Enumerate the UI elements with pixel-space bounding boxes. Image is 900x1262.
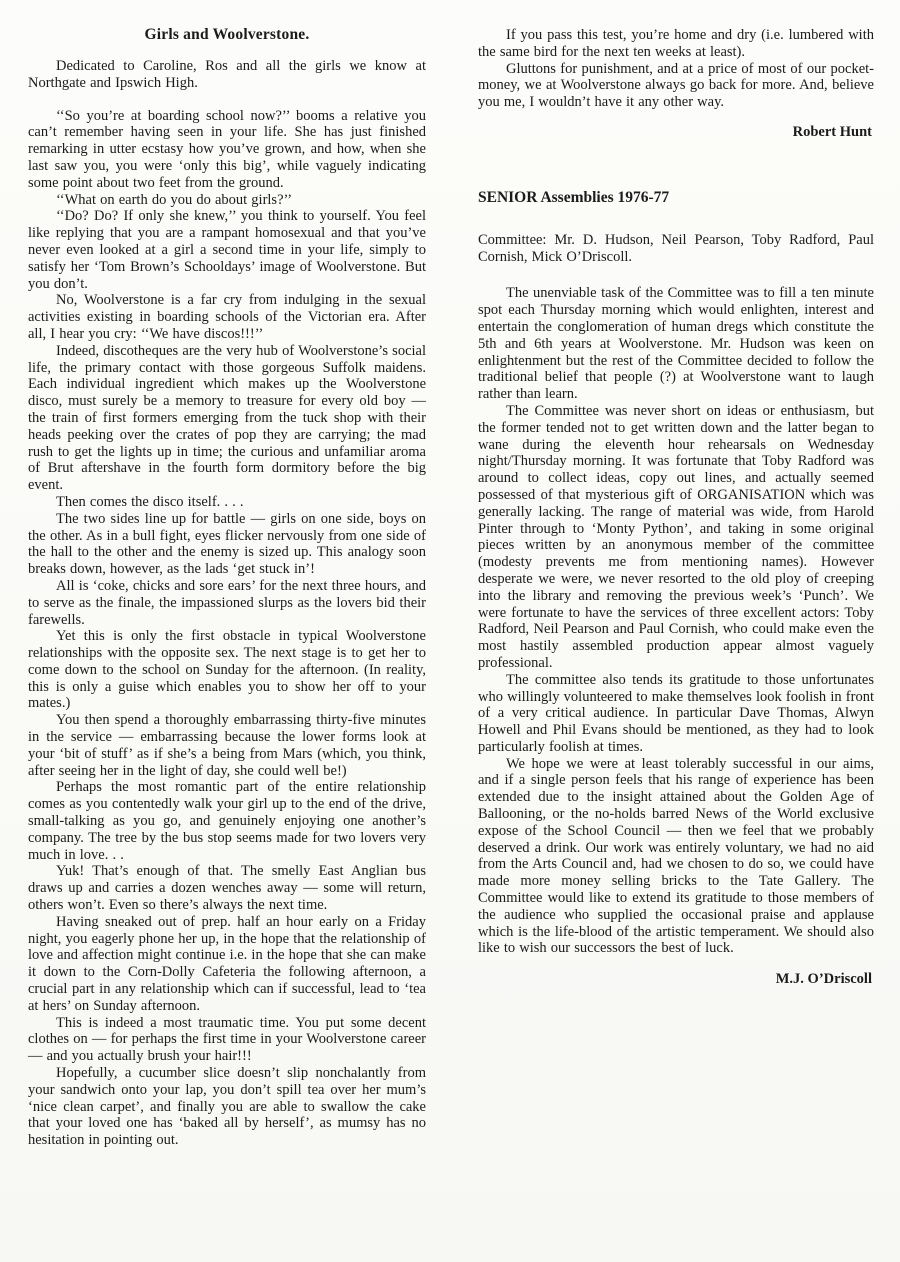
paragraph: The Committee was never short on ideas or enthusiasm, but the former tended not to get written down and the latter began to wane during the eleventh hour rehearsals on Wednesday night/Thursday morning. It was fortunate that Toby Radford was around to collect ideas, copy out lines, and actually seemed possessed of that mysterious gift of ORGANISATION which was generally lacking. The range of material was wide, from Harold Pinter through to ‘Monty Python’, and taking in some original pieces written by an anonymous member of the committee (modesty prevents me from mentioning names). However desperate we were, we never resorted to the old ploy of creeping into the library and removing the previous week’s ‘Punch’. We were fortunate to have the services of three excellent actors: Toby Radford, Neil Pearson and Paul Cornish, who could make even the most hastily assembled production appear almost vaguely professional. [478, 402, 874, 671]
paragraph: Indeed, discotheques are the very hub of Woolverstone’s social life, the primary contact with those gorgeous Suffolk maidens. Each individual ingredient which makes up the Woolverstone disco, must surely be a memory to treasure for every old boy — the train of first formers emerging from the tuck shop with their heads peeking over the crates of pop they are carrying; the mad rush to get the lights up in time; the curious and unfamiliar aroma of Brut aftershave in the fourth form dormitory before the big event. [28, 342, 426, 494]
paragraph: Yuk! That’s enough of that. The smelly East Anglian bus draws up and carries a dozen wenches away — some will return, others won’t. Even so there’s always the next time. [28, 863, 426, 914]
paragraph: Having sneaked out of prep. half an hour early on a Friday night, you eagerly phone her up, in the hope that the relationship of love and affection might continue i.e. in the hope that she can make it down to the Corn-Dolly Cafeteria the following afternoon, a crucial part in any relationship which can if successful, lead to ‘tea at hers’ on Sunday afternoon. [28, 913, 426, 1014]
paragraph: ‘‘So you’re at boarding school now?’’ booms a relative you can’t remember having seen in your life. She has just finished remarking in utter ecstasy how you’ve grown, and how, when she last saw you, you were ‘only this big’, while vaguely indicating some point about two feet from the ground. [28, 107, 426, 191]
paragraph: The two sides line up for battle — girls on one side, boys on the other. As in a bull fight, eyes flicker nervously from one side of the hall to the other and the enemy is sized up. This analogy soon breaks down, however, as the lads ‘get stuck in’! [28, 510, 426, 578]
paragraph: We hope we were at least tolerably successful in our aims, and if a single person feels that his range of experience has been extended due to the insight attained about the Golden Age of Ballooning, or the no-holds barred News of the World exclusive expose of the School Council — then we feel that we probably deserved a drink. Our work was entirely voluntary, we had no aid from the Arts Council and, had we chosen to do so, we could have made more money selling bricks to the Tate Gallery. The Committee would like to extend its gratitude to those members of the audience who supplied the occasional praise and applause which is the life-blood of the artistic temperament. We should also like to wish our successors the best of luck. [478, 755, 874, 957]
paragraph: If you pass this test, you’re home and dry (i.e. lumbered with the same bird for the next ten weeks at least). [478, 27, 874, 60]
paragraph: Then comes the disco itself. . . . [56, 493, 244, 510]
paragraph: No, Woolverstone is a far cry from indulging in the sexual activities existing in boarding schools of the Victorian era. After all, I hear you cry: ‘‘We have discos!!!’’ [28, 292, 426, 342]
paragraph: The committee also tends its gratitude to those unfortunates who willingly volunteered to make themselves look foolish in front of a very critical audience. In particular Dave Thomas, Alwyn Howell and Phil Evans should be mentioned, as they had to look particularly foolish at times. [478, 671, 874, 755]
section-heading: SENIOR Assemblies 1976-77 [478, 188, 670, 206]
left-column [28, 0, 426, 1149]
paragraph: ‘‘What on earth do you do about girls?’’ [56, 191, 293, 208]
right-column [478, 0, 874, 988]
paragraph: Gluttons for punishment, and at a price of most of our pocket-money, we at Woolverstone always go back for more. And, believe you me, I wouldn’t have it any other way. [478, 60, 874, 111]
paragraph: You then spend a thoroughly embarrassing thirty-five minutes in the service — embarrassing because the lower forms look at your ‘bit of stuff’ as if she’s a being from Mars (which, you think, after seeing her in the light of day, she could well be!) [28, 712, 426, 779]
paragraph: Yet this is only the first obstacle in typical Woolverstone relationships with the opposite sex. The next stage is to get her to come down to the school on Sunday for the afternoon. (In reality, this is only a guise which enables you to show her off to your mates.) [28, 628, 426, 712]
author-signature: Robert Hunt [792, 123, 872, 140]
paragraph: Perhaps the most romantic part of the entire relationship comes as you contentedly walk your girl up to the end of the drive, small-talking as you go, and genuinely enjoying one another’s company. The tree by the bus stop seems made for two lovers very much in love. . . [28, 779, 426, 863]
paragraph: ‘‘Do? Do? If only she knew,’’ you think to yourself. You feel like replying that you are a rampant homosexual and that you’ve never even looked at a girl a second time in your life, simply to satisfy her ‘Tom Brown’s Schooldays’ image of Woolverstone. But you don’t. [28, 208, 426, 292]
article-title: Girls and Woolverstone. [144, 26, 310, 43]
paragraph: This is indeed a most traumatic time. You put some decent clothes on — for perhaps the first time in your Woolverstone career — and you actually brush your hair!!! [28, 1014, 426, 1065]
paragraph: All is ‘coke, chicks and sore ears’ for the next three hours, and to serve as the finale, the impassioned slurps as the lovers bid their farewells. [28, 577, 426, 628]
dedication-paragraph: Dedicated to Caroline, Ros and all the girls we know at Northgate and Ipswich High. [28, 58, 426, 91]
paragraph: The unenviable task of the Committee was to fill a ten minute spot each Thursday morning which would enlighten, interest and entertain the conglomeration of human dregs which constitute the 5th and 6th years at Woolverstone. Mr. Hudson was keen on enlightenment but the rest of the Committee decided to follow the traditional belief that people (?) at Woolverstone want to laugh rather than learn. [478, 285, 874, 403]
committee-line: Committee: Mr. D. Hudson, Neil Pearson, Toby Radford, Paul Cornish, Mick O’Driscoll. [478, 231, 874, 265]
author-signature: M.J. O’Driscoll [775, 971, 872, 988]
paragraph: Hopefully, a cucumber slice doesn’t slip nonchalantly from your sandwich onto your lap, you don’t spill tea over her mum’s ‘nice clean carpet’, and finally you are able to swallow the cake that your loved one has ‘baked all by herself’, as mumsy has no hesitation in pointing out. [28, 1065, 426, 1149]
